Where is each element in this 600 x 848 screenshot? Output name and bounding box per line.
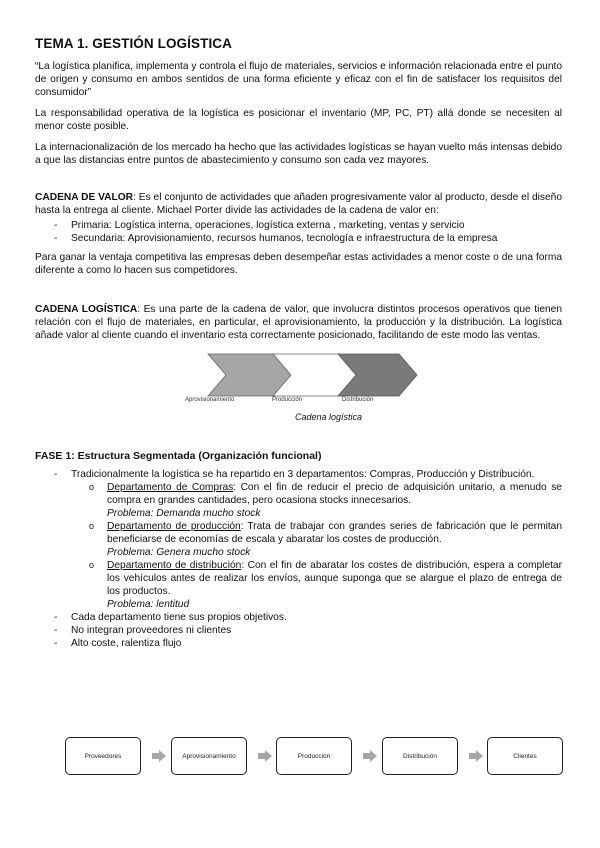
arrow-right-icon [469, 750, 483, 762]
department-item [71, 481, 562, 520]
department-problem: Problema: lentitud [107, 599, 190, 610]
page-title: TEMA 1. GESTIÓN LOGÍSTICA [35, 36, 233, 51]
department-item [71, 559, 562, 611]
intro-paragraph-3: La internacionalización de los mercado ha hecho que las actividades logísticas se hayan vuelto más intensas debido a que las distancias entre puntos de abastecimiento y consumo son cada vez mayores. [35, 142, 562, 166]
label-aprovisionamiento: Aprovisionamiento [185, 397, 235, 403]
list-item: - Alto coste, ralentiza flujo [35, 637, 562, 650]
department-desc: : Trata de trabajar con grandes series de fabricación que le permitan beneficiarse de economías de escala y abaratar los costes de producción. [107, 521, 562, 545]
cadena-logistica-term: CADENA LOGÍSTICA [35, 304, 138, 315]
fase1-heading: FASE 1: Estructura Segmentada (Organización funcional) [35, 450, 322, 462]
flow-box-distribucion: Distribución [382, 737, 458, 775]
flow-box-produccion: Producción [276, 737, 352, 775]
cadena-valor-after: Para ganar la ventaja competitiva las empresas deben desempeñar estas actividades a menor coste o de una forma diferente a como lo hacen sus competidores. [35, 252, 562, 276]
department-item [71, 520, 562, 559]
cadena-valor-list [35, 219, 562, 245]
arrow-right-icon [152, 750, 166, 762]
department-problem: Problema: Genera mucho stock [107, 547, 251, 558]
chevron-diagram [35, 352, 562, 402]
cadena-logistica-text: : Es una parte de la cadena de valor, que involucra distintos procesos operativos que tienen relación con el flujo de materiales, en particular, el aprovisionamiento, la producción y la distribución. La logística añade valor al cliente cuando el inventario esta correctamente posicionado, facilitando de este modo las ventas. [35, 304, 562, 341]
cadena-valor-paragraph [35, 191, 562, 217]
document-page [35, 36, 562, 656]
cadena-logistica-diagram [35, 352, 562, 432]
department-name: Departamento de producción [107, 521, 241, 532]
fase1-list [35, 468, 562, 650]
list-item: - Secundaria: Aprovisionamiento, recursos humanos, tecnología e infraestructura de la empresa [35, 232, 562, 245]
arrow-right-icon [363, 750, 377, 762]
flow-box-aprovisionamiento: Aprovisionamiento [171, 737, 247, 775]
arrow-right-icon [258, 750, 272, 762]
flow-diagram [65, 737, 570, 777]
list-item [35, 468, 562, 611]
intro-paragraph-2: La responsabilidad operativa de la logística es posicionar el inventario (MP, PC, PT) allá donde se necesiten al menor coste posible. [35, 108, 562, 132]
department-name: Departamento de distribución [107, 560, 242, 571]
flow-box-clientes: Clientes [487, 737, 563, 775]
department-problem: Problema: Demanda mucho stock [107, 508, 261, 519]
list-item: - Primaria: Logística interna, operaciones, logística externa , marketing, ventas y servicio [35, 219, 562, 232]
departments-list [71, 481, 562, 611]
cadena-logistica-paragraph [35, 303, 562, 342]
list-item: - No integran proveedores ni clientes [35, 624, 562, 637]
intro-quote: “La logística planifica, implementa y controla el flujo de materiales, servicios e información relacionada entre el punto de origen y consumo en ambos sentidos de una forma eficiente y eficaz con el fin de satisfacer los requisitos del consumidor” [35, 61, 562, 98]
department-desc: : Con el fin de reducir el precio de adquisición unitario, a menudo se compra en grandes cantidades, pero ocasiona stocks innecesarios. [107, 482, 562, 506]
fase1-lead: Tradicionalmente la logística se ha repartido en 3 departamentos: Compras, Producción y Distribución. [71, 469, 535, 480]
cadena-valor-term: CADENA DE VALOR [35, 192, 134, 203]
diagram-caption: Cadena logística [294, 412, 363, 422]
label-distribucion: Distribución [342, 397, 374, 403]
label-produccion: Producción [272, 397, 303, 403]
department-desc: : Con el fin de abaratar los costes de distribución, espera a completar los vehículos antes de realizar los envíos, aunque suponga que se alargue el plazo de entrega de los productos. [107, 560, 562, 597]
cadena-valor-text: : Es el conjunto de actividades que añaden progresivamente valor al producto, desde el diseño hasta la entrega al cliente. Michael Porter divide las actividades de la cadena de valor en: [35, 192, 562, 216]
list-item: - Cada departamento tiene sus propios objetivos. [35, 611, 562, 624]
flow-box-proveedores: Proveedores [65, 737, 141, 775]
department-name: Departamento de Compras [107, 482, 234, 493]
